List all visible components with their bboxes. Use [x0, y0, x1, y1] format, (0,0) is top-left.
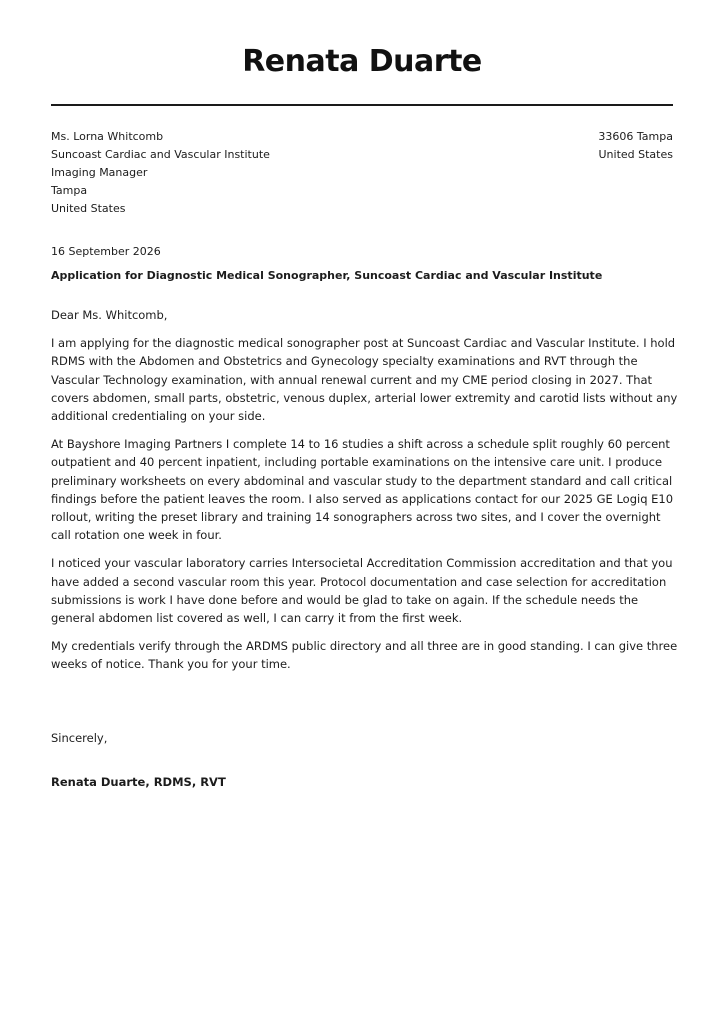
- salutation: Dear Ms. Whitcomb,: [51, 308, 168, 322]
- body-paragraph-3: I noticed your vascular laboratory carries Intersocietal Accreditation Commission accreditation and that you have added a second vascular room this year. Protocol documentation and case selection for accreditation submissions is work I have done before and would be glad to take on again. If the schedule needs the general abdomen list covered as well, I can carry it from the first week.: [51, 556, 673, 626]
- body-paragraph-1: I am applying for the diagnostic medical sonographer post at Suncoast Cardiac and Vascular Institute. I hold RDMS with the Abdomen and Obstetrics and Gynecology specialty examinations and RVT through the Vascular Technology examination, with annual renewal current and my CME period closing in 2027. That covers abdomen, small parts, obstetric, venous duplex, arterial lower extremity and carotid lists without any additional credentialing on your side.: [51, 336, 678, 424]
- recipient-city: Tampa: [51, 184, 88, 197]
- recipient-title: Imaging Manager: [51, 166, 148, 179]
- sender-name: Renata Duarte: [242, 44, 482, 79]
- letter-date: 16 September 2026: [51, 245, 161, 258]
- body-paragraph-4: My credentials verify through the ARDMS public directory and all three are in good standing. I can give three weeks of notice. Thank you for your time.: [51, 639, 678, 672]
- header-divider: [51, 104, 673, 106]
- recipient-name: Ms. Lorna Whitcomb: [51, 130, 164, 143]
- sender-country: United States: [598, 148, 673, 161]
- letter-subject: Application for Diagnostic Medical Sonographer, Suncoast Cardiac and Vascular Institute: [51, 269, 603, 282]
- sender-location: [433, 128, 673, 164]
- sender-postal-city: 33606 Tampa: [598, 130, 673, 143]
- recipient-address: [51, 128, 391, 218]
- recipient-organization: Suncoast Cardiac and Vascular Institute: [51, 148, 270, 161]
- recipient-country: United States: [51, 202, 126, 215]
- signature: Renata Duarte, RDMS, RVT: [51, 775, 226, 789]
- closing: Sincerely,: [51, 731, 108, 745]
- letter-body: [51, 306, 679, 684]
- body-paragraph-2: At Bayshore Imaging Partners I complete 14 to 16 studies a shift across a schedule split roughly 60 percent outpatient and 40 percent inpatient, including portable examinations on the intensive care unit. I produce preliminary worksheets on every abdominal and vascular study to the department standard and call critical findings before the patient leaves the room. I also served as applications contact for our 2025 GE Logiq E10 rollout, writing the preset library and training 14 sonographers across two sites, and I cover the overnight call rotation one week in four.: [51, 437, 674, 543]
